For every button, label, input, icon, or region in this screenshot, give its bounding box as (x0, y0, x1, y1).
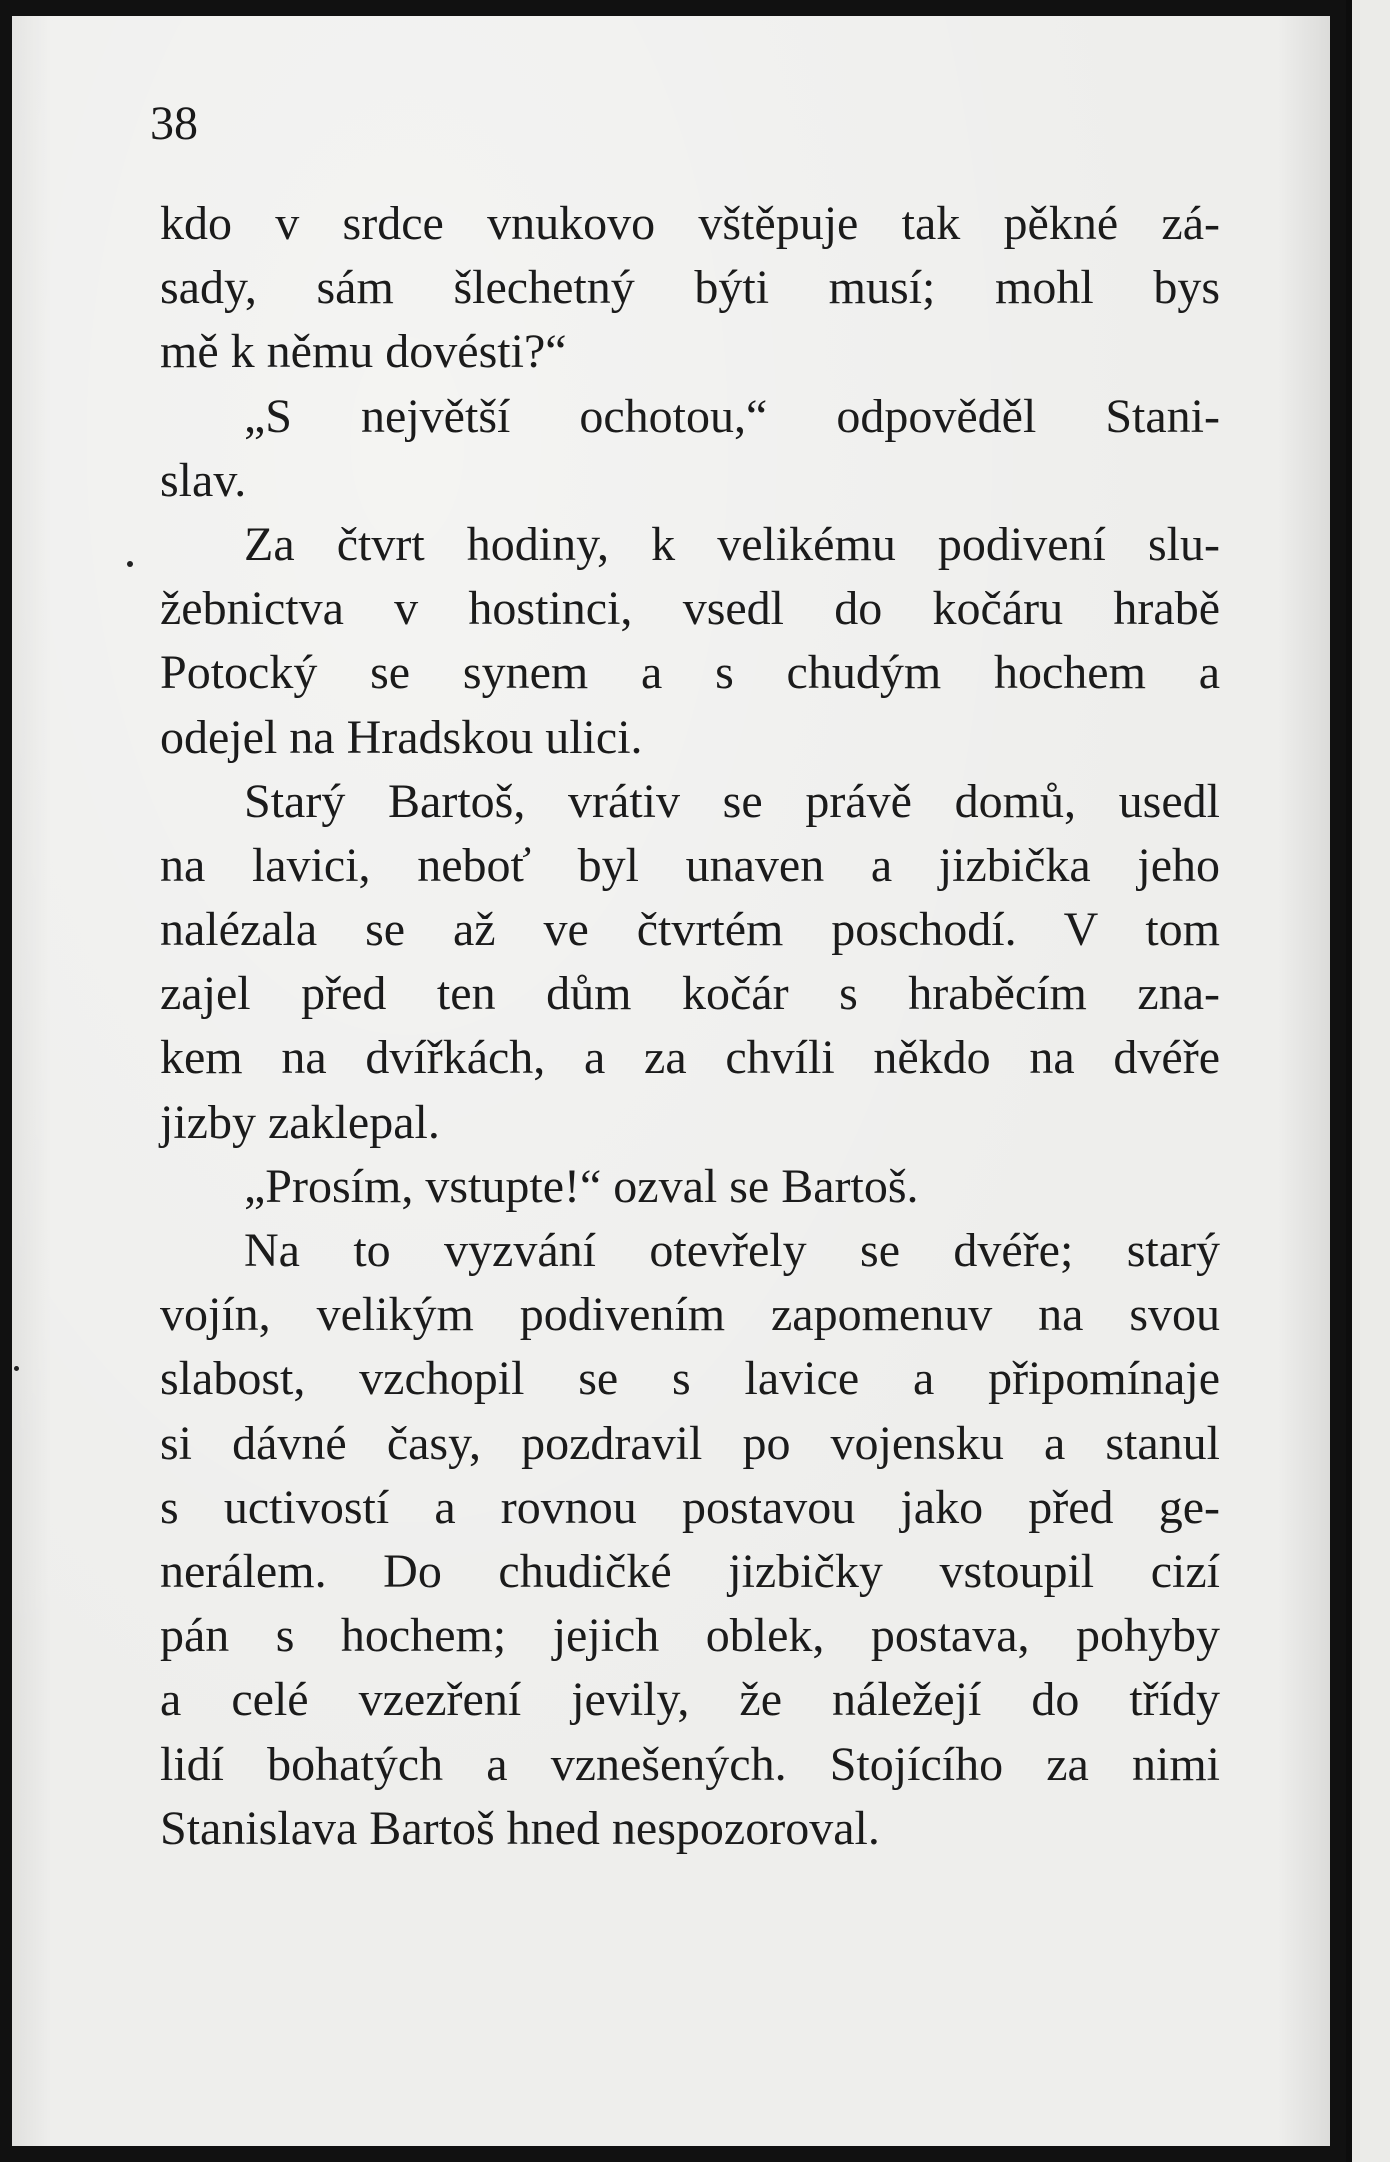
text-line: zajel před ten dům kočár s hraběcím zna- (160, 967, 1220, 1021)
text-line: „Prosím, vstupte!“ ozval se Bartoš. (244, 1159, 919, 1213)
text-line: Za čtvrt hodiny, k velikému podivení slu- (244, 517, 1220, 571)
text-line: Starý Bartoš, vrátiv se právě domů, usedl (244, 774, 1220, 828)
text-line: slabost, vzchopil se s lavice a připomínaje (160, 1352, 1220, 1406)
text-line: jizby zaklepal. (160, 1095, 440, 1149)
page-number: 38 (150, 97, 198, 150)
body-text (160, 192, 1220, 1861)
text-line: nalézala se až ve čtvrtém poschodí. V tom (160, 903, 1220, 957)
text-line: kdo v srdce vnukovo vštěpuje tak pěkné zá- (160, 197, 1220, 250)
text-line: Na to vyzvání otevřely se dvéře; starý (244, 1224, 1220, 1277)
text-line: mě k němu dovésti?“ (160, 325, 567, 379)
text-line: nerálem. Do chudičké jizbičky vstoupil cizí (160, 1544, 1220, 1598)
text-line: lidí bohatých a vznešených. Stojícího za nimi (160, 1737, 1220, 1791)
text-line: Potocký se synem a s chudým hochem a (160, 646, 1220, 700)
text-line: sady, sám šlechetný býti musí; mohl bys (160, 261, 1220, 315)
dust-speck (14, 1366, 19, 1371)
next-page-edge (1346, 0, 1390, 2162)
text-line: slav. (160, 453, 247, 507)
text-line: žebnictva v hostinci, vsedl do kočáru hrabě (160, 582, 1220, 636)
text-line: na lavici, neboť byl unaven a jizbička jeho (160, 838, 1220, 892)
text-line: „S největší ochotou,“ odpověděl Stani- (244, 389, 1220, 443)
text-line: a celé vzezření jevily, že náležejí do třídy (160, 1673, 1220, 1727)
text-line: s uctivostí a rovnou postavou jako před ge- (160, 1480, 1220, 1534)
dust-speck (127, 561, 133, 567)
text-line: pán s hochem; jejich oblek, postava, pohyby (160, 1609, 1220, 1663)
text-line: vojín, velikým podivením zapomenuv na svou (160, 1288, 1220, 1342)
text-line: Stanislava Bartoš hned nespozoroval. (160, 1801, 880, 1855)
text-line: kem na dvířkách, a za chvíli někdo na dvéře (160, 1031, 1220, 1085)
text-line: si dávné časy, pozdravil po vojensku a stanul (160, 1416, 1220, 1470)
text-line: odejel na Hradskou ulici. (160, 710, 643, 764)
